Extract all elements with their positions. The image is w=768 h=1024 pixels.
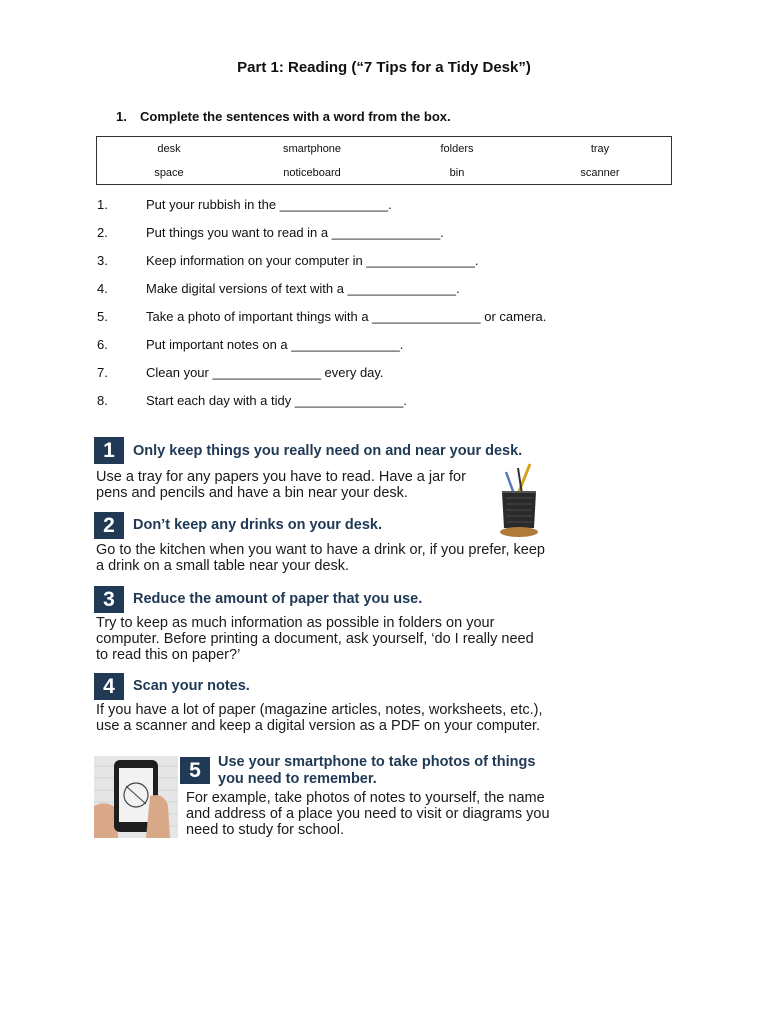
sentence-number: 1. <box>97 197 108 212</box>
word-box-word: noticeboard <box>283 167 341 179</box>
sentence-text: Put things you want to read in a _______________. <box>146 225 444 240</box>
sentence-text: Clean your _______________ every day. <box>146 365 384 380</box>
exercise-instruction <box>116 109 451 124</box>
word-box <box>96 136 672 185</box>
sentence-number: 7. <box>97 365 108 380</box>
word-box-word: space <box>154 167 184 179</box>
sentence-text: Put important notes on a _______________. <box>146 337 404 352</box>
sentence-number: 4. <box>97 281 108 296</box>
word-box-word: bin <box>449 167 465 179</box>
word-box-word: folders <box>440 143 474 155</box>
tip-body: Use a tray for any papers you have to read. Have a jar for pens and pencils and have a bin near your desk. <box>96 469 466 501</box>
sentence-text: Keep information on your computer in _______________. <box>146 253 479 268</box>
sentence-text: Take a photo of important things with a _______________ or camera. <box>146 309 547 324</box>
sentence-text: Put your rubbish in the _______________. <box>146 197 392 212</box>
page-title: Part 1: Reading (“7 Tips for a Tidy Desk”) <box>237 59 531 76</box>
tip-heading: Scan your notes. <box>133 678 250 694</box>
word-box-word: smartphone <box>282 143 342 155</box>
word-box-word: scanner <box>580 167 620 179</box>
sentence-text: Make digital versions of text with a _______________. <box>146 281 460 296</box>
tip-body: If you have a lot of paper (magazine articles, notes, worksheets, etc.), use a scanner and keep a digital version as a PDF on your computer. <box>96 702 543 734</box>
tip-number-badge: 3 <box>94 586 124 613</box>
tip-number-badge: 1 <box>94 437 124 464</box>
tip-heading: Reduce the amount of paper that you use. <box>133 591 423 607</box>
sentence-number: 8. <box>97 393 108 408</box>
tip-heading: Don’t keep any drinks on your desk. <box>133 517 382 533</box>
tip-body: Try to keep as much information as possible in folders on your computer. Before printing a document, ask yourself, ‘do I really need to read this on paper?’ <box>96 615 534 663</box>
tip-number-badge: 2 <box>94 512 124 539</box>
sentence-number: 6. <box>97 337 108 352</box>
sentence-number: 3. <box>97 253 108 268</box>
tip-number-badge: 5 <box>180 757 210 784</box>
tip-body: For example, take photos of notes to yourself, the name and address of a place you need to visit or diagrams you need to study for school. <box>186 790 550 838</box>
sentence-number: 5. <box>97 309 108 324</box>
smartphone-photo-image <box>94 756 178 838</box>
sentence-number: 2. <box>97 225 108 240</box>
exercise-number: 1. <box>116 109 127 124</box>
exercise-instruction-text: Complete the sentences with a word from the box. <box>140 109 451 124</box>
pencil-holder-image <box>496 462 542 540</box>
tip-body: Go to the kitchen when you want to have a drink or, if you prefer, keep a drink on a small table near your desk. <box>96 542 545 574</box>
word-box-word: tray <box>590 143 610 155</box>
sentence-text: Start each day with a tidy _______________. <box>146 393 407 408</box>
tip-number-badge: 4 <box>94 673 124 700</box>
tip-heading: Use your smartphone to take photos of things you need to remember. <box>218 754 536 787</box>
word-box-word: desk <box>157 143 181 155</box>
tip-heading: Only keep things you really need on and near your desk. <box>133 443 523 459</box>
